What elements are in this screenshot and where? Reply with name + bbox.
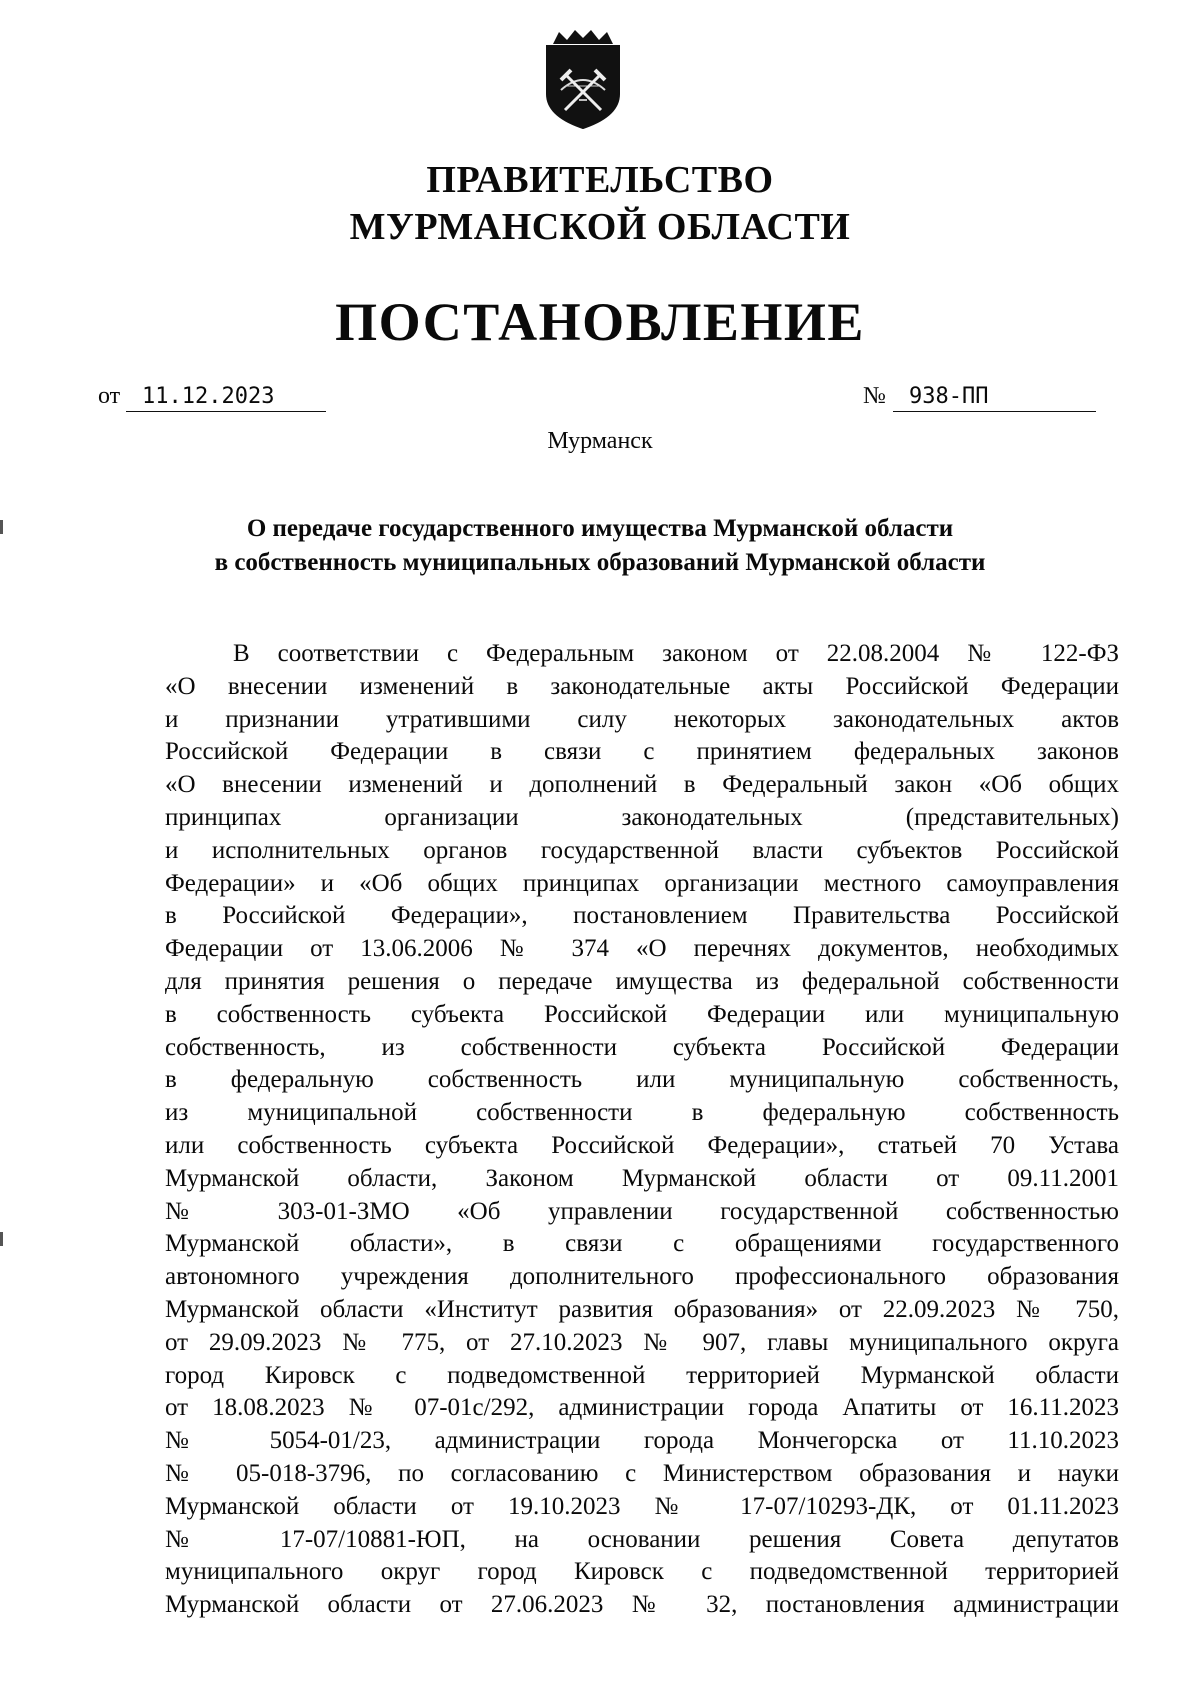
body-line: от 18.08.2023 № 07-01с/292, администрации города Апатиты от 16.11.2023: [165, 1394, 1119, 1422]
org-name-line1: ПРАВИТЕЛЬСТВО: [426, 159, 774, 201]
body-line: собственность, из собственности субъекта Российской Федерации: [165, 1033, 1119, 1061]
body-line: для принятия решения о передаче имущества из федеральной собственности: [165, 967, 1119, 995]
body-line: Федерации» и «Об общих принципах организации местного самоуправления: [165, 869, 1119, 897]
body-line: Федерации от 13.06.2006 № 374 «О перечнях документов, необходимых: [165, 935, 1119, 963]
body-line: и признании утратившими силу некоторых законодательных актов: [165, 705, 1119, 733]
coat-of-arms-icon: [543, 30, 623, 130]
document-number: 938-ПП: [893, 383, 1096, 412]
subject-line: О передаче государственного имущества Мурманской области: [246, 515, 954, 542]
body-line: Мурманской области», в связи с обращениями государственного: [165, 1230, 1119, 1258]
document-subject: [0, 512, 1200, 580]
body-line: В соответствии с Федеральным законом от 22.08.2004 № 122-ФЗ: [233, 640, 1119, 667]
body-line: Мурманской области, Законом Мурманской области от 09.11.2001: [165, 1164, 1119, 1192]
body-line: № 05-018-3796, по согласованию с Министерством образования и науки: [165, 1459, 1119, 1487]
body-line: из муниципальной собственности в федеральную собственность: [165, 1099, 1119, 1127]
body-line: в собственность субъекта Российской Федерации или муниципальную: [165, 1000, 1119, 1028]
body-line: в Российской Федерации», постановлением Правительства Российской: [165, 902, 1119, 930]
body-line: муниципального округ город Кировск с подведомственной территорией: [165, 1558, 1119, 1586]
scan-margin-mark: [0, 1232, 3, 1246]
body-line: принципах организации законодательных (представительных): [165, 803, 1119, 831]
body-line: Мурманской области от 19.10.2023 № 17-07/10293-ДК, от 01.11.2023: [165, 1492, 1119, 1520]
body-line: автономного учреждения дополнительного профессионального образования: [165, 1263, 1119, 1291]
body-paragraph: [165, 638, 1119, 1622]
body-line: № 303-01-ЗМО «Об управлении государственной собственностью: [165, 1197, 1119, 1225]
body-line: «О внесении изменений в законодательные акты Российской Федерации: [165, 672, 1119, 700]
date-number-row: [98, 383, 1080, 417]
body-line: и исполнительных органов государственной власти субъектов Российской: [165, 836, 1119, 864]
document-date: 11.12.2023: [126, 383, 326, 412]
body-line: № 17-07/10881-ЮП, на основании решения Совета депутатов: [165, 1525, 1119, 1553]
subject-line: в собственность муниципальных образований Мурманской области: [214, 549, 986, 576]
body-line: Мурманской области «Институт развития образования» от 22.09.2023 № 750,: [165, 1295, 1119, 1323]
number-label: №: [863, 383, 886, 409]
date-label: от: [98, 383, 121, 409]
document-type-title: ПОСТАНОВЛЕНИЕ: [335, 292, 865, 352]
body-line: или собственность субъекта Российской Федерации», статьей 70 Устава: [165, 1131, 1119, 1159]
body-line: от 29.09.2023 № 775, от 27.10.2023 № 907, главы муниципального округа: [165, 1328, 1119, 1356]
body-line: «О внесении изменений и дополнений в Федеральный закон «Об общих: [165, 771, 1119, 799]
body-line: Российской Федерации в связи с принятием федеральных законов: [165, 738, 1119, 766]
scan-margin-mark: [0, 520, 3, 534]
body-line: № 5054-01/23, администрации города Мончегорска от 11.10.2023: [165, 1427, 1119, 1455]
city-name: Мурманск: [547, 428, 653, 454]
org-name-line2: МУРМАНСКОЙ ОБЛАСТИ: [349, 206, 851, 248]
body-line: в федеральную собственность или муниципальную собственность,: [165, 1066, 1119, 1094]
body-line: Мурманской области от 27.06.2023 № 32, постановления администрации: [165, 1591, 1119, 1619]
body-line: город Кировск с подведомственной территорией Мурманской области: [165, 1361, 1119, 1389]
